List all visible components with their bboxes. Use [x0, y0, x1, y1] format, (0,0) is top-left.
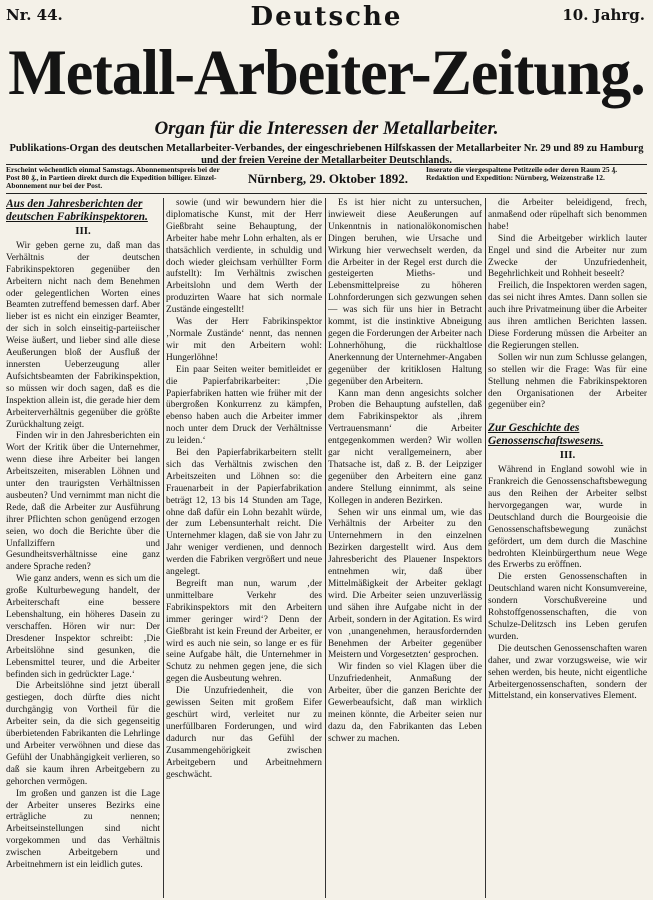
masthead — [0, 2, 653, 32]
paragraph: Die Arbeitslöhne sind jetzt überall gestiegen, doch dürfte dies nicht durchgängig von Vortheil für die Arbeiter sein, da die sich gegenseitig überbietenden Fabrikanten die Lehrlinge und Arbeiter verwöhnen und diese das Gefühl der Unabhängigkeit verlieren, so daß sie kaum ihren Arbeitgebern zu gehorchen vermögen. — [6, 681, 160, 787]
column-4 — [488, 198, 647, 898]
column-2 — [166, 198, 322, 898]
paragraph: Die Unzufriedenheit, die von gewissen Seiten mit großem Eifer geschürt wird, verleitet nur zu unerfüllbaren Forderungen, und wird dadurch nur das Gefühl der Zusammengehörigkeit zwischen Arbeitgebern und Arbeitnehmern geschwächt. — [166, 686, 322, 780]
paragraph: Wir geben gerne zu, daß man das Verhältnis der deutschen Fabrikinspektoren gegenüber den Arbeitern nicht nach dem Benehmen oder gelegentlichen Worten eines Beamten zutreffend bemessen darf. Aber lieber ist es nicht ein einziger Beamter, der sich in solch einseitig-parteiischer Weise äußert, und lieber sind alle diese Aeußerungen bloß der Ausfluß der innersten Ueberzeugung aller Aufsichtsbeamten der Fabrikinspektion, so müssen wir doch sagen, daß es die Inspektion allein ist, die gerade hier dem Arbeiterverhältnis gegenüber die größte Zurückhaltung zeigt. — [6, 240, 160, 430]
column-rule-1 — [163, 198, 164, 898]
column-rule-2 — [325, 198, 326, 898]
paragraph: Während in England sowohl wie in Frankreich die Genossenschaftsbewegung aus den Reihen der Arbeiter selbst hervorgegangen war, wurde in Deutschland durch die Bourgeoisie die Genossenschaftsbewegung zunächst gefördert, um dem durch die Maschine bedrohten Kleinbürgerthum neue Wege des Erwerbs zu eröffnen. — [488, 465, 647, 571]
subtitle: Organ für die Interessen der Metallarbeiter. — [154, 118, 499, 139]
volume-year: 10. Jahrg. — [562, 6, 645, 24]
divider-bottom — [6, 193, 647, 194]
column-1 — [6, 198, 160, 898]
paragraph: Sind die Arbeitgeber wirklich lauter Engel und sind die Arbeiter nur zum Zwecke der Unzufriedenheit, Begehrlichkeit und Rohheit beseelt? — [488, 233, 647, 280]
column-rule-3 — [485, 198, 486, 898]
paragraph: Ein paar Seiten weiter bemitleidet er die Papierfabrikarbeiter: ‚Die Papierfabriken hatten wie früher mit der übergroßen Konkurrenz zu kämpfen, ebenso haben auch die Arbeiter immer noch unter dem Druck der Verhältnisse zu leiden.‘ — [166, 364, 322, 447]
paragraph: Was der Herr Fabrikinspektor ‚Normale Zustände‘ nennt, das nennen wir mit den Arbeitern wohl: Hungerlöhne! — [166, 317, 322, 363]
article-heading: Aus den Jahresberichten der deutschen Fabrikinspektoren. — [6, 198, 148, 223]
issue-number: Nr. 44. — [6, 6, 63, 24]
paragraph: Sehen wir uns einmal um, wie das Verhältnis der Arbeiter zu den Unternehmern in den einzelnen Bezirken dargestellt wird. Aus dem Jahresbericht des Plauener Inspektors entnehmen wir, daß über Mittelmäßigkeit der Arbeiter geklagt wird. Die Arbeiter seien unzuverlässig und sähen ihre Aufgabe nicht in der Arbeit, sondern in der Agitation. Es wird von ‚unangenehmen, herausfordernden Benehmen der Arbeiter gegenüber Meistern und Vorgesetzten‘ gesprochen. — [328, 507, 482, 661]
paragraph: Die ersten Genossenschaften in Deutschland waren nicht Konsumvereine, sondern Vorschußvereine und Rohstoffgenossenschaften, die von Schulze-Delitzsch ins Leben gerufen wurden. — [488, 572, 647, 642]
paragraph: die Arbeiter beleidigend, frech, anmaßend oder rüpelhaft sich benommen habe! — [488, 198, 647, 232]
subscription-info: Erscheint wöchentlich einmal Samstags. Abonnementspreis bei der Post 80 ₰., in Partieen direkt durch die Expedition billiger. Einzel-Abonnement nur bei der Post. — [6, 165, 220, 190]
masthead-title: Metall-Arbeiter-Zeitung. — [8, 37, 645, 109]
paragraph: Freilich, die Inspektoren werden sagen, das sei nicht ihres Amtes. Dann sollen sie auch ihre Privatmeinung über die Arbeiter aus ihren amtlichen Berichten lassen. Diese Forderung müssen die Arbeiter an die Regierungen stellen. — [488, 281, 647, 351]
paragraph: Es ist hier nicht zu untersuchen, inwieweit diese Aeußerungen auf Unkenntnis in nationalökonomischen Dingen beruhen, wie Ursache und Wirkung hier verwechselt werden, da die Arbeiter in der Regel erst durch die gesteigerten Mieths- und Lebensmittelpreise zu höheren Lohnforderungen sich gezwungen sehen — was sich für uns hier in Betracht kommt, ist die instinktive Abneigung gegen die Forderungen der Arbeiter nach Lohnerhöhung, die rückhaltlose Anerkennung der Unternehmer-Angaben gegenüber der kritiklosen Haltung gegenüber den Arbeitern. — [328, 198, 482, 387]
paragraph: Wir finden so viel Klagen über die Unzufriedenheit, Anmaßung der Arbeiter, über die ganzen Berichte der Gewerbeaufsicht, daß man wirklich meinen könnte, die Arbeiter seien nur dazu da, den Fabrikanten das Leben schwer zu machen. — [328, 662, 482, 744]
paragraph: Die deutschen Genossenschaften waren daher, und zwar vorzugsweise, wie wir sehen werden, bis heute, nicht eigentliche Arbeitergenossenschaften, sondern der Mittelstand, ein konservatives Element. — [488, 643, 647, 702]
paragraph: Begreift man nun, warum ‚der unmittelbare Verkehr des Fabrikinspektors mit den Arbeitern immer geringer wird‘? Denn der Gießbraht ist kein Freund der Arbeiter, er wird es auch nie sein, so lange er es für seine Aufgabe hält, die Unternehmer in Schutz zu nehmen gegen jene, die sich gegen die Ausbeutung wehren. — [166, 579, 322, 685]
paragraph: sowie (und wir bewundern hier die diplomatische Kunst, mit der Herr Gießbraht seine Behauptung, der Arbeiter habe mehr Lohn erhalten, als er thatsächlich verdiente, in schuldig und doch wieder gleichsam verhüllter Form aufstellt): Im Verhältnis zwischen Arbeitslohn und dem Werth der produzirten Waare hat sich normale Zustände eingestellt! — [166, 198, 322, 316]
article-part-number: III. — [75, 225, 91, 237]
paragraph: Finden wir in den Jahresberichten ein Wort der Kritik über die Unternehmer, wenn diese ihre Arbeiter bei langen Arbeitszeiten, miserablen Löhnen und unter den traurigsten Verhältnissen ausbeuten? Und vernimmt man nicht die Rede, daß die Arbeiter zur Ausführung ihrer Pflichten schon genügend erzogen seien, wo doch die Berichte über die Unfallziffern und Gesundheitsverhältnisse eine ganz andere Sprache reden? — [6, 431, 160, 573]
paragraph: Sollen wir nun zum Schlusse gelangen, so stellen wir die Frage: Was für eine Stellung nehmen die Fabrikinspektoren den Organisationen der Arbeiter gegenüber ein? — [488, 352, 647, 411]
publication-line: Publikations-Organ des deutschen Metallarbeiter-Verbandes, der eingeschriebenen Hilfskassen der Metallarbeiter Nr. 29 und 89 zu Hamburg und der freien Vereine der Metallarbeiter Deutschlands. — [9, 143, 644, 166]
info-bar — [6, 166, 647, 190]
paragraph: Wie ganz anders, wenn es sich um die große Kulturbewegung handelt, der Arbeiterschaft eine bessere Lebenshaltung, ein höheres Dasein zu verschaffen. Hören wir nur: Der Dresdener Inspektor schreibt: ‚Die Arbeitslöhne sind gesunken, die Lebensmittel teurer, und die Arbeiter befinden sich in gedrückter Lage.‘ — [6, 574, 160, 680]
paragraph: Kann man denn angesichts solcher Proben die Behauptung aufstellen, daß dem Fabrikinspektor als ‚ihrem Vertrauensmann‘ die Arbeiter entgegenkommen werden? Wir wollen gar nicht verallgemeinern, aber Thatsache ist, daß z. B. der Leipziger gegenüber den Arbeitern eine ganz andere Stellung einnimmt, als seine Kollegen in anderen Bezirken. — [328, 388, 482, 506]
column-3 — [328, 198, 482, 898]
paragraph: Bei den Papierfabrikarbeitern stellt sich das Verhältnis zwischen den Arbeitszeiten und Löhnen so: die Frauenarbeit in der Papierfabrikation beträgt 12, 13 bis 14 Stunden am Tage, ohne daß dafür ein Lohn bezahlt würde, der zum Lebensunterhalt reicht. Die Unternehmer klagen, daß sie von Jahr zu Jahr weniger verdienen, und dennoch werden die Fabriken vergrößert und neue angelegt. — [166, 448, 322, 578]
advertising-info: Inserate die viergespaltene Petitzeile oder deren Raum 25 ₰. Redaktion und Expedition: Nürnberg, Weizenstraße 12. — [426, 165, 618, 182]
issue-date: Nürnberg, 29. Oktober 1892. — [247, 171, 409, 186]
masthead-small-title: Deutsche — [250, 2, 403, 32]
paragraph: Im großen und ganzen ist die Lage der Arbeiter unseres Bezirks eine erträgliche zu nennen; Arbeitseinstellungen sind nicht vorgekommen und das Verhältnis zwischen Arbeitgebern und Arbeitnehmern ist ein leidlich gutes. — [6, 788, 160, 871]
article-heading-2: Zur Geschichte des Genossenschaftswesens. — [488, 422, 604, 448]
article-part-number-2: III. — [559, 449, 576, 462]
